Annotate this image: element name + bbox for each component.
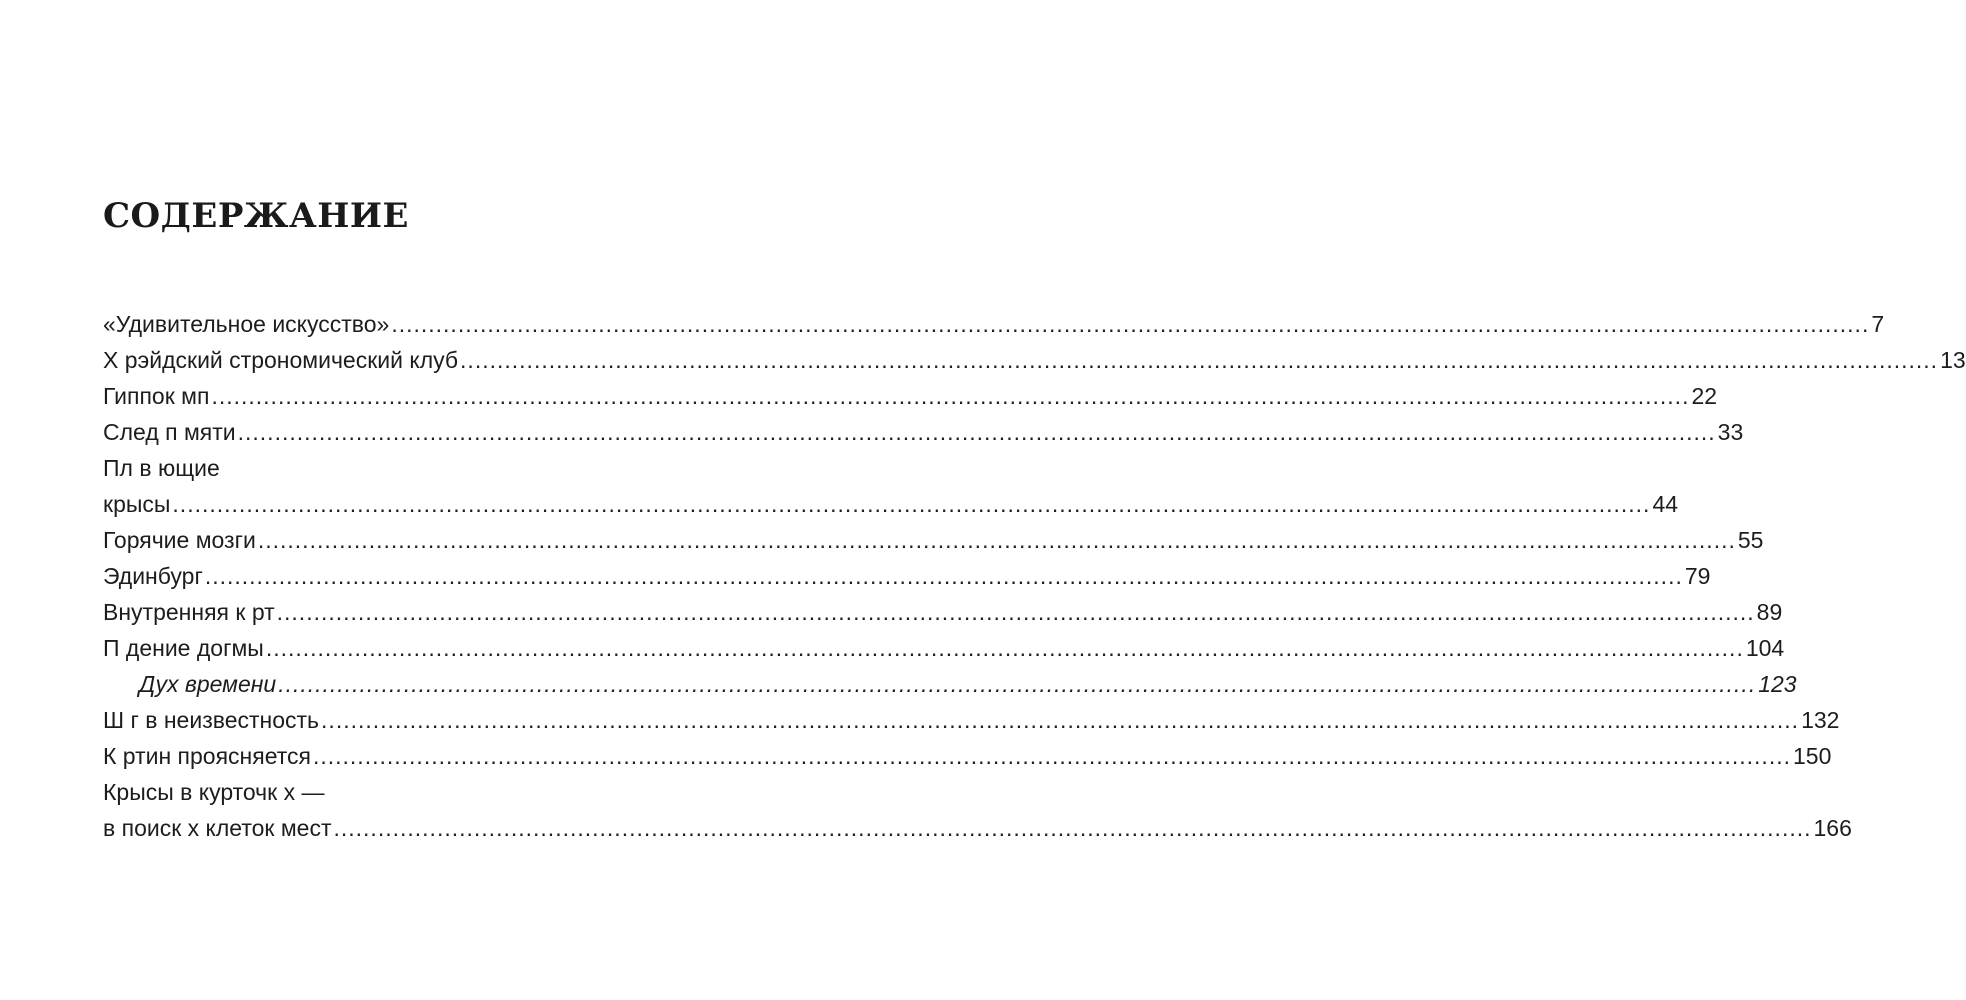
toc-entry[interactable] [103, 702, 1840, 738]
toc-entry-line [103, 342, 1966, 378]
toc-entry[interactable] [103, 594, 1783, 630]
toc-entry-title: Гиппок мп [103, 383, 210, 409]
toc-entry[interactable] [103, 306, 1885, 342]
toc-entry[interactable] [103, 450, 1679, 522]
toc-entry-title: Дух времени [139, 671, 277, 697]
toc-page-number: 150 [1793, 743, 1832, 769]
toc-entry-line [103, 378, 1718, 414]
toc-entry-title: Внутренняя к рт [103, 599, 275, 625]
toc-entry-line [103, 486, 1679, 522]
toc-entry[interactable] [103, 378, 1718, 414]
toc-page-number: 123 [1758, 671, 1797, 697]
dot-leader: ........................................................................................................................................................................................................ [172, 491, 1651, 517]
table-of-contents [103, 306, 1966, 846]
toc-entry-line [103, 522, 1764, 558]
dot-leader: ........................................................................................................................................................................................................ [312, 743, 1791, 769]
toc-page-number: 22 [1691, 383, 1718, 409]
toc-entry-title: Эдинбург [103, 563, 203, 589]
toc-entry-line [103, 558, 1711, 594]
toc-entry-title: Ш г в неизвестность [103, 707, 320, 733]
toc-entry-line [103, 630, 1785, 666]
dot-leader: ........................................................................................................................................................................................................ [204, 563, 1683, 589]
toc-entry[interactable] [103, 414, 1744, 450]
toc-entry-line [103, 414, 1744, 450]
toc-entry-title: К ртин проясняется [103, 743, 311, 769]
toc-entry[interactable] [103, 630, 1785, 666]
toc-entry[interactable] [103, 522, 1764, 558]
toc-page-number: 89 [1756, 599, 1783, 625]
dot-leader: ........................................................................................................................................................................................................ [460, 347, 1939, 373]
toc-page-number: 79 [1684, 563, 1711, 589]
toc-entry-title: Х рэйдский строномический клуб [103, 347, 459, 373]
toc-entry[interactable] [103, 558, 1711, 594]
toc-page-number: 44 [1652, 491, 1679, 517]
dot-leader: ........................................................................................................................................................................................................ [333, 815, 1812, 841]
toc-page-number: 132 [1801, 707, 1840, 733]
toc-entry[interactable] [103, 342, 1966, 378]
toc-page-number: 166 [1813, 815, 1852, 841]
dot-leader: ........................................................................................................................................................................................................ [391, 311, 1870, 337]
toc-entry-title: Горячие мозги [103, 527, 256, 553]
toc-entry-title: След п мяти [103, 419, 236, 445]
toc-entry-title: в поиск х клеток мест [103, 815, 332, 841]
toc-entry-line [103, 738, 1832, 774]
toc-page-number: 55 [1737, 527, 1764, 553]
toc-entry-line [103, 810, 1852, 846]
toc-entry-title: Крысы в курточк х — [103, 779, 325, 805]
toc-entry-title: «Удивительное искусство» [103, 311, 390, 337]
dot-leader: ........................................................................................................................................................................................................ [276, 599, 1755, 625]
dot-leader: ........................................................................................................................................................................................................ [237, 419, 1716, 445]
toc-entry[interactable] [103, 666, 1797, 702]
toc-page-number: 104 [1745, 635, 1785, 661]
toc-entry-line [103, 306, 1885, 342]
toc-entry-line [139, 666, 1797, 702]
toc-entry[interactable] [103, 774, 1852, 846]
toc-page-number: 7 [1871, 311, 1885, 337]
toc-page-number: 13 [1940, 347, 1966, 373]
toc-page-number: 33 [1717, 419, 1744, 445]
toc-entry-title: П дение догмы [103, 635, 264, 661]
toc-entry-line [103, 594, 1783, 630]
dot-leader: ........................................................................................................................................................................................................ [211, 383, 1690, 409]
toc-entry-title: крысы [103, 491, 171, 517]
dot-leader: ........................................................................................................................................................................................................ [321, 707, 1800, 733]
page-title: СОДЕРЖАНИЕ [103, 196, 409, 236]
toc-entry-line [103, 702, 1840, 738]
toc-entry-title-line [103, 774, 660, 810]
toc-entry-title: Пл в ющие [103, 455, 220, 481]
toc-entry-title-line [103, 450, 660, 486]
dot-leader: ........................................................................................................................................................................................................ [257, 527, 1736, 553]
toc-entry[interactable] [103, 738, 1832, 774]
dot-leader: ........................................................................................................................................................................................................ [278, 671, 1757, 697]
dot-leader: ........................................................................................................................................................................................................ [265, 635, 1744, 661]
